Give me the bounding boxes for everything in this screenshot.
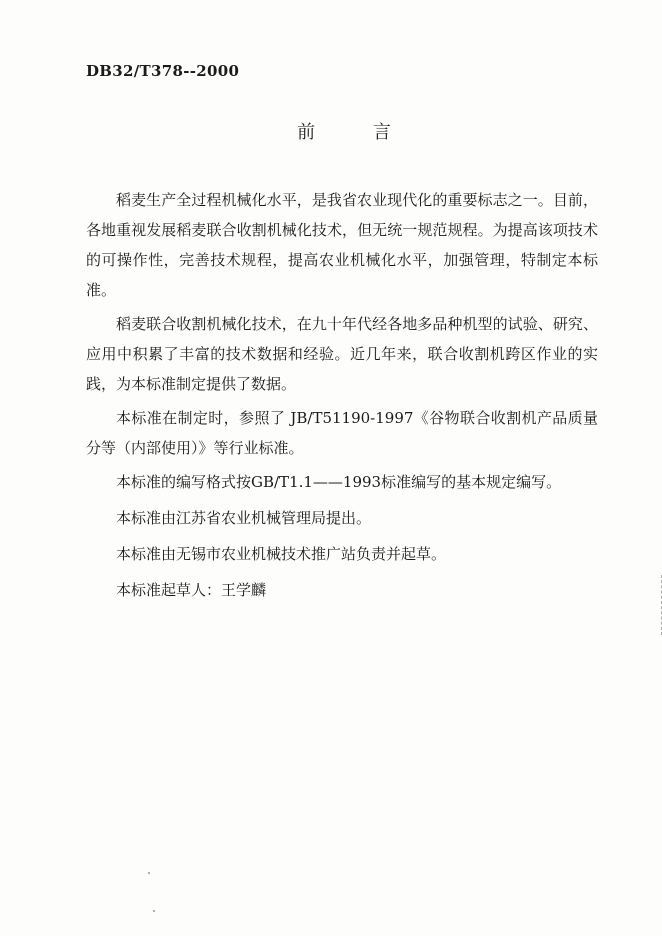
document-code: DB32/T378--2000 bbox=[86, 62, 240, 80]
body-text bbox=[86, 185, 598, 611]
paragraph: 稻麦联合收割机械化技术，在九十年代经各地多品种机型的试验、研究、应用中积累了丰富的技术数据和经验。近几年来，联合收割机跨区作业的实践，为本标准制定提供了数据。 bbox=[86, 315, 598, 393]
paragraph: 本标准在制定时，参照了 JB/T51190-1997《谷物联合收割机产品质量分等（内部使用）》等行业标准。 bbox=[86, 409, 598, 457]
page-title: 前 言 bbox=[297, 122, 417, 143]
paragraph: 本标准由无锡市农业机械技术推广站负责并起草。 bbox=[116, 545, 447, 563]
paragraph: 本标准的编写格式按GB/T1.1——1993标准编写的基本规定编写。 bbox=[116, 473, 562, 491]
scan-speck bbox=[153, 910, 155, 912]
scan-speck bbox=[148, 872, 150, 874]
paragraph: 本标准起草人：王学麟 bbox=[116, 581, 267, 599]
paragraph: 本标准由江苏省农业机械管理局提出。 bbox=[116, 509, 372, 527]
paragraph: 稻麦生产全过程机械化水平，是我省农业现代化的重要标志之一。目前，各地重视发展稻麦联合收割机械化技术，但无统一规范规程。为提高该项技术的可操作性，完善技术规程，提高农业机械化水平，加强管理，特制定本标准。 bbox=[86, 191, 598, 299]
scan-edge-artifact bbox=[658, 575, 662, 635]
